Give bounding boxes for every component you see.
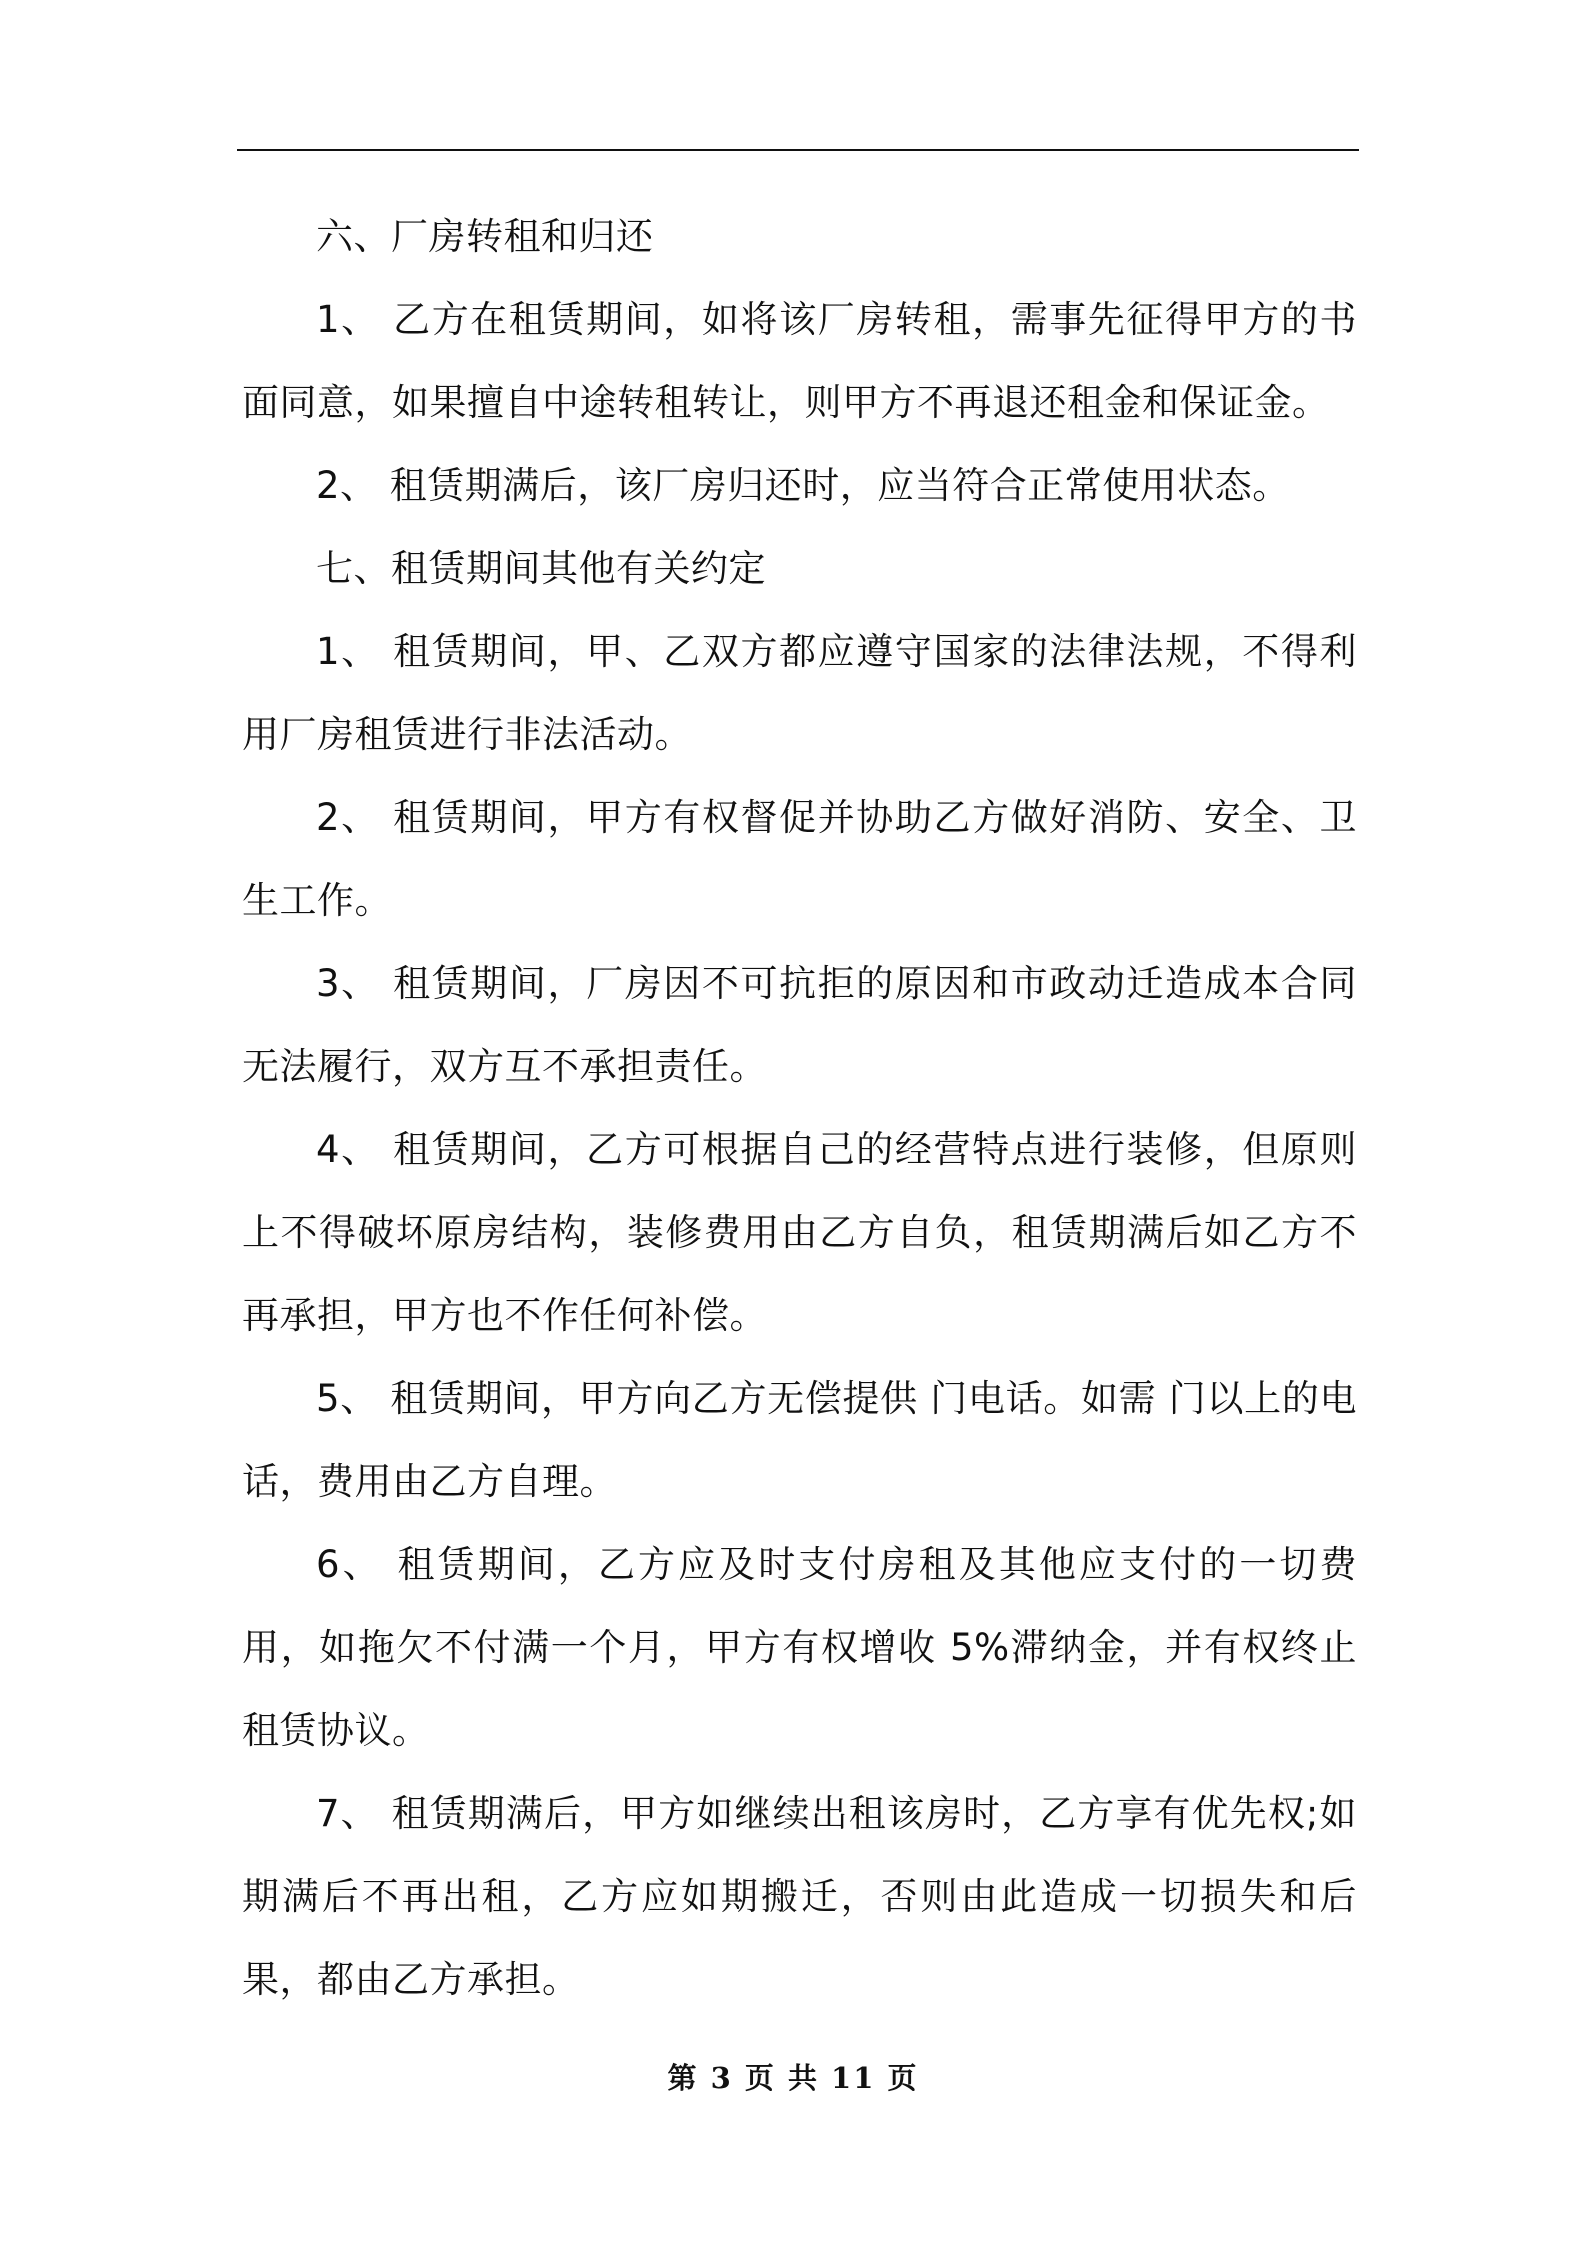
paragraph: 1、 乙方在租赁期间，如将该厂房转租，需事先征得甲方的书面同意，如果擅自中途转租转让，则甲方不再退还租金和保证金。 — [242, 298, 1357, 424]
header-rule — [237, 149, 1359, 151]
paragraph: 7、 租赁期满后，甲方如继续出租该房时，乙方享有优先权;如期满后不再出租，乙方应如期搬迁，否则由此造成一切损失和后果，都由乙方承担。 — [242, 1792, 1357, 2001]
section-heading-6: 六、厂房转租和归还 — [316, 215, 654, 258]
paragraph: 3、 租赁期间，厂房因不可抗拒的原因和市政动迁造成本合同无法履行，双方互不承担责任。 — [242, 962, 1357, 1088]
paragraph: 5、 租赁期间，甲方向乙方无偿提供 门电话。如需 门以上的电话，费用由乙方自理。 — [242, 1377, 1357, 1503]
page-number: 第 3 页 共 11 页 — [667, 2061, 919, 2095]
paragraph: 6、 租赁期间，乙方应及时支付房租及其他应支付的一切费用，如拖欠不付满一个月，甲方有权增收 5%滞纳金，并有权终止租赁协议。 — [242, 1543, 1357, 1752]
paragraph: 1、 租赁期间，甲、乙双方都应遵守国家的法律法规，不得利用厂房租赁进行非法活动。 — [242, 630, 1357, 756]
section-heading-7: 七、租赁期间其他有关约定 — [316, 547, 766, 590]
paragraph: 2、 租赁期间，甲方有权督促并协助乙方做好消防、安全、卫生工作。 — [242, 796, 1357, 922]
paragraph: 4、 租赁期间，乙方可根据自己的经营特点进行装修，但原则上不得破坏原房结构，装修费用由乙方自负，租赁期满后如乙方不再承担，甲方也不作任何补偿。 — [242, 1128, 1357, 1337]
document-body — [242, 195, 1357, 2021]
paragraph: 2、 租赁期满后，该厂房归还时，应当符合正常使用状态。 — [316, 464, 1290, 507]
